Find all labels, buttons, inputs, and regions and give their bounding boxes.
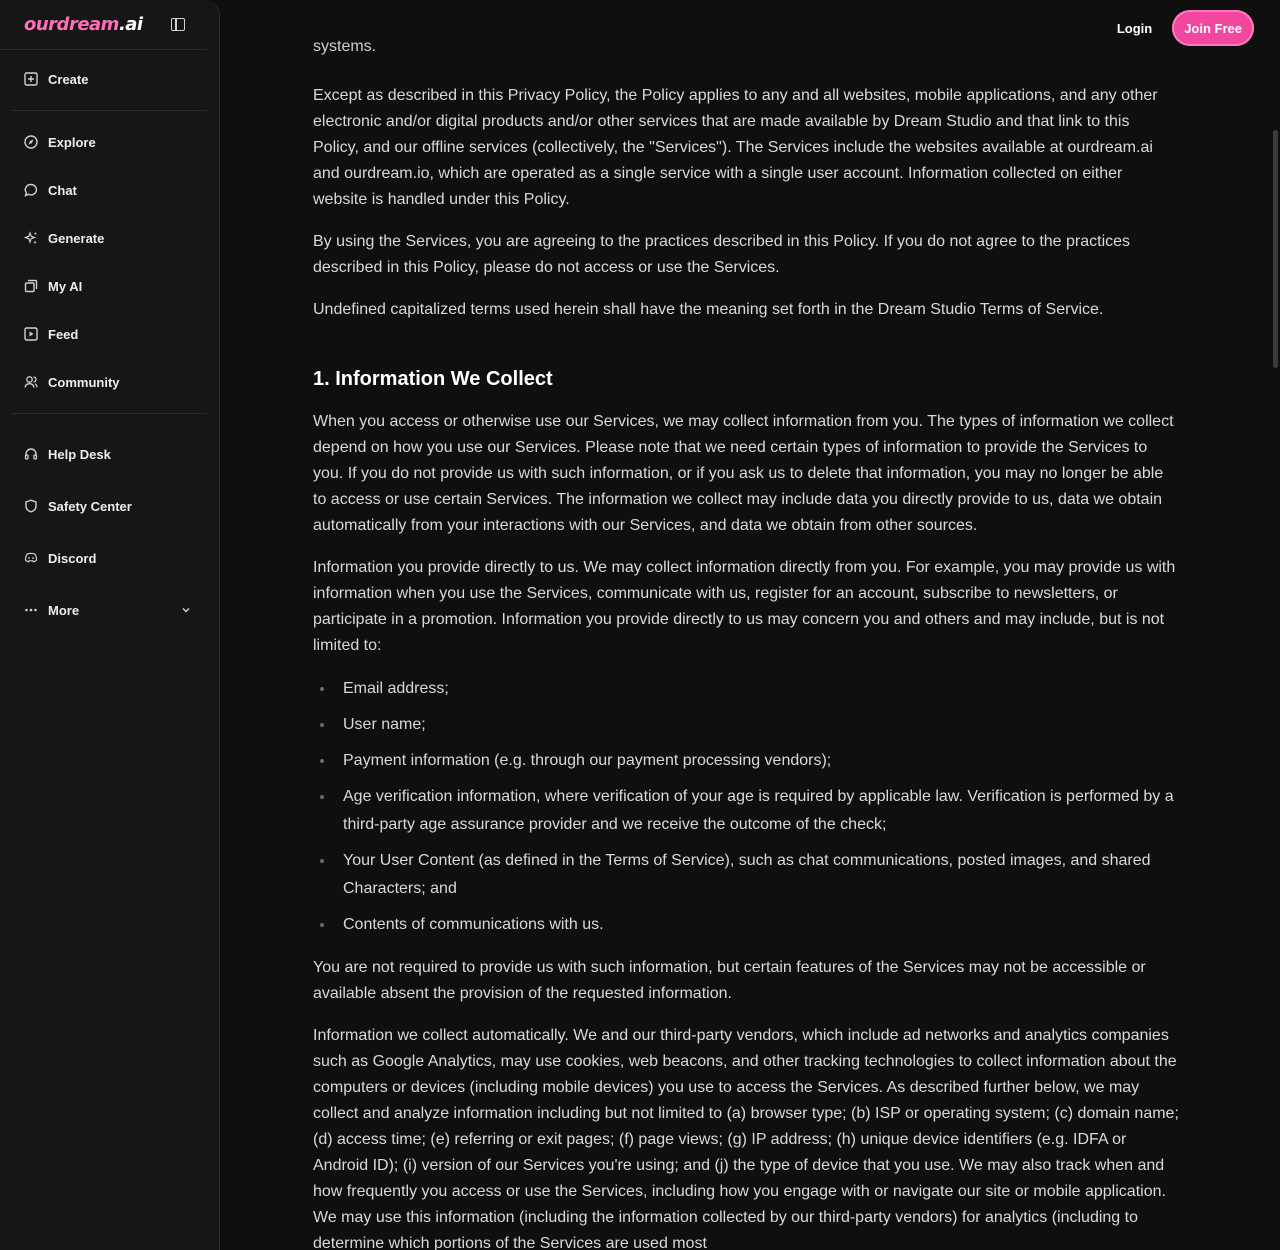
sidebar-item-label: Create bbox=[48, 71, 89, 87]
logo[interactable]: ourdream.ai bbox=[24, 14, 143, 35]
cut-off-text: systems. bbox=[313, 40, 377, 55]
sidebar-item-label: Chat bbox=[48, 182, 77, 198]
policy-paragraph: Information we collect automatically. We and our third-party vendors, which include ad networks and analytics companies such as Google Analytics, may use cookies, web beacons, and other tracking technologies to collect information about the computers or devices (including mobile devices) you use to access the Services. As described further below, we may collect and analyze information including but not limited to (a) browser type; (b) ISP or operating system; (c) domain name; (d) access time; (e) referring or exit pages; (f) page views; (g) IP address; (h) unique device identifiers (e.g. IDFA or Android ID); (i) version of our Services you're using; and (j) the type of device that you use. We may also track when and how frequently you access or use the Services, including how you engage with or navigate our site or mobile application. We may use this information (including the information collected by our third-party vendors) for analytics (including to determine which portions of the Services are used most bbox=[313, 1027, 1179, 1250]
sidebar-item-my-ai[interactable] bbox=[12, 262, 207, 310]
sidebar-item-help-desk[interactable] bbox=[12, 428, 207, 480]
sidebar-item-label: Help Desk bbox=[48, 446, 111, 462]
feed-icon bbox=[24, 327, 38, 341]
sidebar-item-label: More bbox=[48, 602, 80, 618]
shield-icon bbox=[24, 499, 38, 513]
list-item: Age verification information, where verification of your age is required by applicable law. Verification is performed by a third-party age assurance provider and we receive the outcome of the check; bbox=[313, 783, 1179, 839]
sidebar-toggle-icon[interactable] bbox=[171, 18, 185, 31]
top-bar bbox=[220, 0, 1280, 56]
headset-icon bbox=[24, 447, 38, 461]
sidebar-item-feed[interactable] bbox=[12, 310, 207, 358]
discord-icon bbox=[24, 551, 38, 565]
list-item: Payment information (e.g. through our payment processing vendors); bbox=[313, 747, 1179, 775]
policy-paragraph: Except as described in this Privacy Policy, the Policy applies to any and all websites, mobile applications, and any other electronic and/or digital products and/or other services that are made available by Dream Studio and that link to this Policy, and our offline services (collectively, the "Services"). The Services include the websites available at ourdream.ai and ourdream.io, which are operated as a single service with a single user account. Information collected on either website is handled under this Policy. bbox=[313, 87, 1158, 208]
policy-paragraph: You are not required to provide us with such information, but certain features of the Services may not be accessible or available absent the provision of the requested information. bbox=[313, 959, 1146, 1002]
sidebar-item-community[interactable] bbox=[12, 358, 207, 406]
sidebar-item-create[interactable] bbox=[12, 55, 207, 103]
gallery-icon bbox=[24, 279, 38, 293]
sparkles-icon bbox=[24, 231, 38, 245]
join-free-button[interactable]: Join Free bbox=[1172, 10, 1254, 46]
sidebar-item-label: Generate bbox=[48, 230, 105, 246]
info-list bbox=[313, 675, 1179, 939]
sidebar bbox=[0, 0, 220, 1250]
sidebar-item-label: My AI bbox=[48, 278, 83, 294]
sidebar-item-label: Explore bbox=[48, 134, 96, 150]
sidebar-item-label: Safety Center bbox=[48, 498, 132, 514]
sidebar-item-label: Community bbox=[48, 374, 120, 390]
plus-square-icon bbox=[24, 72, 38, 86]
policy-paragraph: Undefined capitalized terms used herein shall have the meaning set forth in the Dream Studio Terms of Service. bbox=[313, 301, 1104, 318]
sidebar-item-chat[interactable] bbox=[12, 166, 207, 214]
policy-paragraph: Information you provide directly to us. We may collect information directly from you. For example, you may provide us with information when you use the Services, communicate with us, register for an account, subscribe to newsletters, or participate in a promotion. Information you provide directly to us may concern you and others and may include, but is not limited to: bbox=[313, 559, 1176, 654]
chat-bubble-icon bbox=[24, 183, 38, 197]
sidebar-item-label: Feed bbox=[48, 326, 79, 342]
list-item: User name; bbox=[313, 711, 1179, 739]
list-item: Your User Content (as defined in the Terms of Service), such as chat communications, posted images, and shared Characters; and bbox=[313, 847, 1179, 903]
list-item: Contents of communications with us. bbox=[313, 911, 1179, 939]
sidebar-item-discord[interactable] bbox=[12, 532, 207, 584]
sidebar-item-explore[interactable] bbox=[12, 118, 207, 166]
brand-row bbox=[0, 0, 207, 50]
chevron-down-icon[interactable] bbox=[181, 603, 191, 618]
sidebar-item-label: Discord bbox=[48, 550, 97, 566]
login-button[interactable]: Login bbox=[1116, 20, 1153, 36]
scrollbar-thumb[interactable] bbox=[1273, 130, 1278, 368]
section-heading: 1. Information We Collect bbox=[313, 368, 553, 390]
scrollbar[interactable] bbox=[1270, 56, 1280, 1250]
list-item: Email address; bbox=[313, 675, 1179, 703]
policy-paragraph: By using the Services, you are agreeing to the practices described in this Policy. If you do not agree to the practices described in this Policy, please do not access or use the Services. bbox=[313, 233, 1131, 276]
users-icon bbox=[24, 375, 38, 389]
sidebar-item-generate[interactable] bbox=[12, 214, 207, 262]
sidebar-item-safety-center[interactable] bbox=[12, 480, 207, 532]
sidebar-item-more[interactable] bbox=[12, 584, 207, 636]
policy-paragraph: When you access or otherwise use our Services, we may collect information from you. The types of information we collect depend on how you use our Services. Please note that we need certain types of information to provide the Services to you. If you do not provide us with such information, or if you ask us to delete that information, you may no longer be able to access or use certain Services. The information we collect may include data you directly provide to us, data we obtain automatically from your interactions with our Services, and data we obtain from other sources. bbox=[313, 413, 1174, 534]
ellipsis-icon bbox=[24, 603, 38, 617]
compass-icon bbox=[24, 135, 38, 149]
